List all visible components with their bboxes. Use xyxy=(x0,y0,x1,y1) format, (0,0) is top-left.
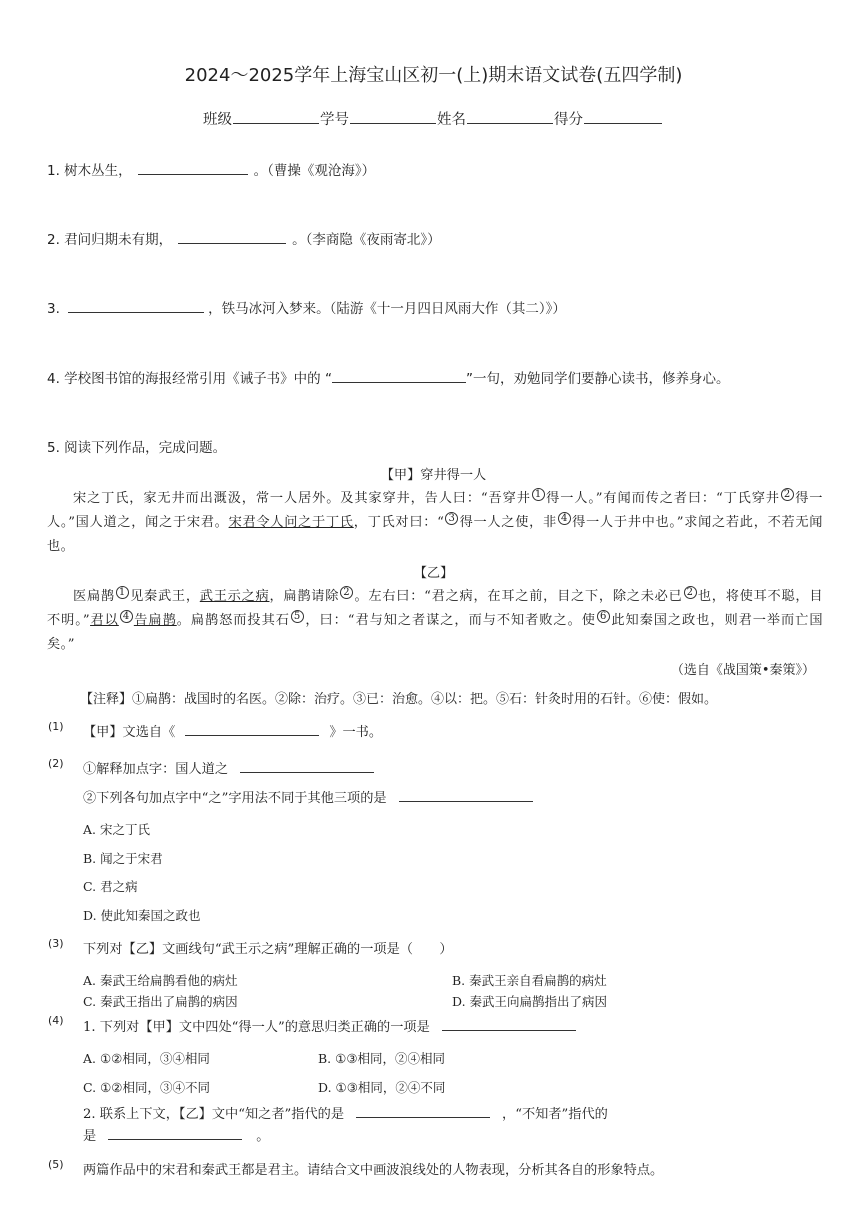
id-blank[interactable] xyxy=(350,109,436,124)
q3-source: ，铁马冰河入梦来。（陆游《十一月四日风雨大作（其二）》） xyxy=(208,301,566,317)
passage-jia-heading: 【甲】穿井得一人 xyxy=(380,468,487,483)
yi-text: 此知秦国之政也，则君一举而亡国矣。” xyxy=(47,613,824,652)
student-info-fields xyxy=(203,108,663,129)
question-4 xyxy=(47,367,729,387)
yi-underlined: 武王示之病 xyxy=(199,589,270,604)
yi-text: 医扁鹊 xyxy=(73,589,115,604)
question-3 xyxy=(47,297,566,317)
jia-text: 得一人于井中也。”求闻之若此，不若无闻也。 xyxy=(47,515,823,554)
jia-text: 得一人。”有闻而传之者曰：“丁氏穿井 xyxy=(545,491,780,506)
yi-text: ，曰：“君与知之者谋之，而与不知者败之。使 xyxy=(304,613,596,628)
option-a[interactable]: A. 秦武王给扁鹊看他的病灶 xyxy=(83,973,238,988)
sub-question-4-2-cont xyxy=(83,1125,269,1149)
yi-underlined: 告扁鹊 xyxy=(133,613,177,628)
page-title: 2024～2025学年上海宝山区初一(上)期末语文试卷(五四学制) xyxy=(184,65,683,86)
sub-question-4-2 xyxy=(83,1103,608,1127)
sub-question-1 xyxy=(83,721,382,745)
annotation-notes: 【注释】①扁鹊：战国时的名医。②除：治疗。③已：治愈。④以：把。⑤石：针灸时用的石针。⑥使：假如。 xyxy=(80,692,718,707)
option-c[interactable]: C. ①②相同，③④不同 xyxy=(83,1080,210,1095)
option-c[interactable]: C. 君之病 xyxy=(83,879,138,894)
passage-yi xyxy=(47,585,823,657)
passage-yi-heading: 【乙】 xyxy=(413,566,454,581)
option-d[interactable]: D. 秦武王向扁鹊指出了病因 xyxy=(452,994,608,1009)
circle-2: 2 xyxy=(781,488,794,501)
option-d[interactable]: D. 使此知秦国之政也 xyxy=(83,908,201,923)
sub1-text: 【甲】文选自《 xyxy=(83,725,176,740)
sub-question-2b xyxy=(83,787,533,811)
q4-blank[interactable] xyxy=(332,369,466,383)
circle-2: 2 xyxy=(340,586,353,599)
yi-text: 。左右曰：“君之病，在耳之前，目之下，除之未必已 xyxy=(354,589,683,604)
sub-question-number: (4) xyxy=(48,1014,64,1027)
sub2a-text: ①解释加点字：国人道之 xyxy=(83,762,229,777)
q1-blank[interactable] xyxy=(138,161,248,175)
circle-4: 4 xyxy=(120,610,133,623)
q1-source: 。（曹操《观沧海》） xyxy=(253,163,376,179)
sub2b-text: ②下列各句加点字中“之”字用法不同于其他三项的是 xyxy=(83,791,387,806)
id-label: 学号 xyxy=(320,112,349,128)
circle-6: 6 xyxy=(597,610,610,623)
sub-question-4-1 xyxy=(83,1016,576,1040)
option-b[interactable]: B. 闻之于宋君 xyxy=(83,851,163,866)
sub4-2-text: 2. 联系上下文，【乙】文中“知之者”指代的是 xyxy=(83,1107,345,1122)
sub4-2-text: 。 xyxy=(256,1129,270,1144)
yi-text: 见秦武王， xyxy=(129,589,200,604)
sub4-2-blank-2[interactable] xyxy=(108,1126,242,1140)
jia-text: 宋之丁氏，家无井而出溉汲，常一人居外。及其家穿井，告人曰：“吾穿井 xyxy=(73,491,531,506)
name-label: 姓名 xyxy=(437,112,466,128)
sub-question-number: (5) xyxy=(48,1158,64,1171)
q4-text-end: ”一句，劝勉同学们要静心读书，修养身心。 xyxy=(465,371,730,387)
yi-underlined: 君以 xyxy=(90,613,119,628)
class-blank[interactable] xyxy=(233,109,319,124)
circle-1: 1 xyxy=(532,488,545,501)
sub2a-blank[interactable] xyxy=(240,759,374,773)
jia-text: 得一人之使，非 xyxy=(459,515,557,530)
sub4-2-text: 是 xyxy=(83,1129,97,1144)
q2-source: 。（李商隐《夜雨寄北》） xyxy=(292,232,441,248)
sub-question-5: 两篇作品中的宋君和秦武王都是君主。请结合文中画波浪线处的人物表现，分析其各自的形象特点。 xyxy=(83,1163,664,1178)
sub-question-number: (3) xyxy=(48,937,64,950)
score-label: 得分 xyxy=(554,112,583,128)
question-1 xyxy=(47,159,375,179)
option-b[interactable]: B. ①③相同，②④相同 xyxy=(318,1051,446,1066)
sub1-text-end: 》一书。 xyxy=(329,725,383,740)
q3-text: 3. xyxy=(47,301,65,317)
sub-question-3: 下列对【乙】文画线句“武王示之病”理解正确的一项是（ ） xyxy=(83,942,453,957)
circle-5: 5 xyxy=(291,610,304,623)
passage-jia xyxy=(47,487,823,559)
class-label: 班级 xyxy=(203,112,232,128)
sub4-2-blank-1[interactable] xyxy=(356,1104,490,1118)
score-blank[interactable] xyxy=(584,109,662,124)
yi-text: 。扁鹊怒而投其石 xyxy=(176,613,290,628)
yi-text: 也，将使耳不聪，目不明。” xyxy=(47,589,824,628)
name-blank[interactable] xyxy=(467,109,553,124)
sub4-2-text: ，“不知者”指代的 xyxy=(502,1107,608,1122)
option-a[interactable]: A. 宋之丁氏 xyxy=(83,822,150,837)
q2-blank[interactable] xyxy=(178,230,286,244)
sub2b-blank[interactable] xyxy=(399,788,533,802)
circle-3: 3 xyxy=(445,512,458,525)
sub4-1-blank[interactable] xyxy=(442,1017,576,1031)
sub4-1-text: 1. 下列对【甲】文中四处“得一人”的意思归类正确的一项是 xyxy=(83,1020,430,1035)
option-d[interactable]: D. ①③相同，②④不同 xyxy=(318,1080,446,1095)
circle-1: 1 xyxy=(116,586,129,599)
option-b[interactable]: B. 秦武王亲自看扁鹊的病灶 xyxy=(452,973,607,988)
circle-2: 2 xyxy=(684,586,697,599)
jia-underlined: 宋君令人问之于丁氏 xyxy=(228,515,354,530)
sub-question-2a xyxy=(83,758,374,782)
question-2 xyxy=(47,228,441,248)
sub1-blank[interactable] xyxy=(185,722,319,736)
q2-text: 2. 君问归期未有期， xyxy=(47,232,173,248)
sub-question-number: (1) xyxy=(48,720,64,733)
circle-4: 4 xyxy=(558,512,571,525)
sub-question-number: (2) xyxy=(48,757,64,770)
yi-text: ，扁鹊请除 xyxy=(269,589,340,604)
q1-text: 1. 树木丛生， xyxy=(47,163,132,179)
option-a[interactable]: A. ①②相同，③④相同 xyxy=(83,1051,210,1066)
jia-text: ，丁氏对曰：“ xyxy=(353,515,445,530)
passage-source: （选自《战国策•秦策》） xyxy=(670,663,815,678)
option-c[interactable]: C. 秦武王指出了扁鹊的病因 xyxy=(83,994,238,1009)
jia-text: 得一人。”国人道之，闻之于宋君。 xyxy=(47,491,823,530)
q3-blank[interactable] xyxy=(68,299,204,313)
question-5-intro: 5. 阅读下列作品，完成问题。 xyxy=(47,440,227,456)
q4-text: 4. 学校图书馆的海报经常引用《诫子书》中的 “ xyxy=(47,371,332,387)
